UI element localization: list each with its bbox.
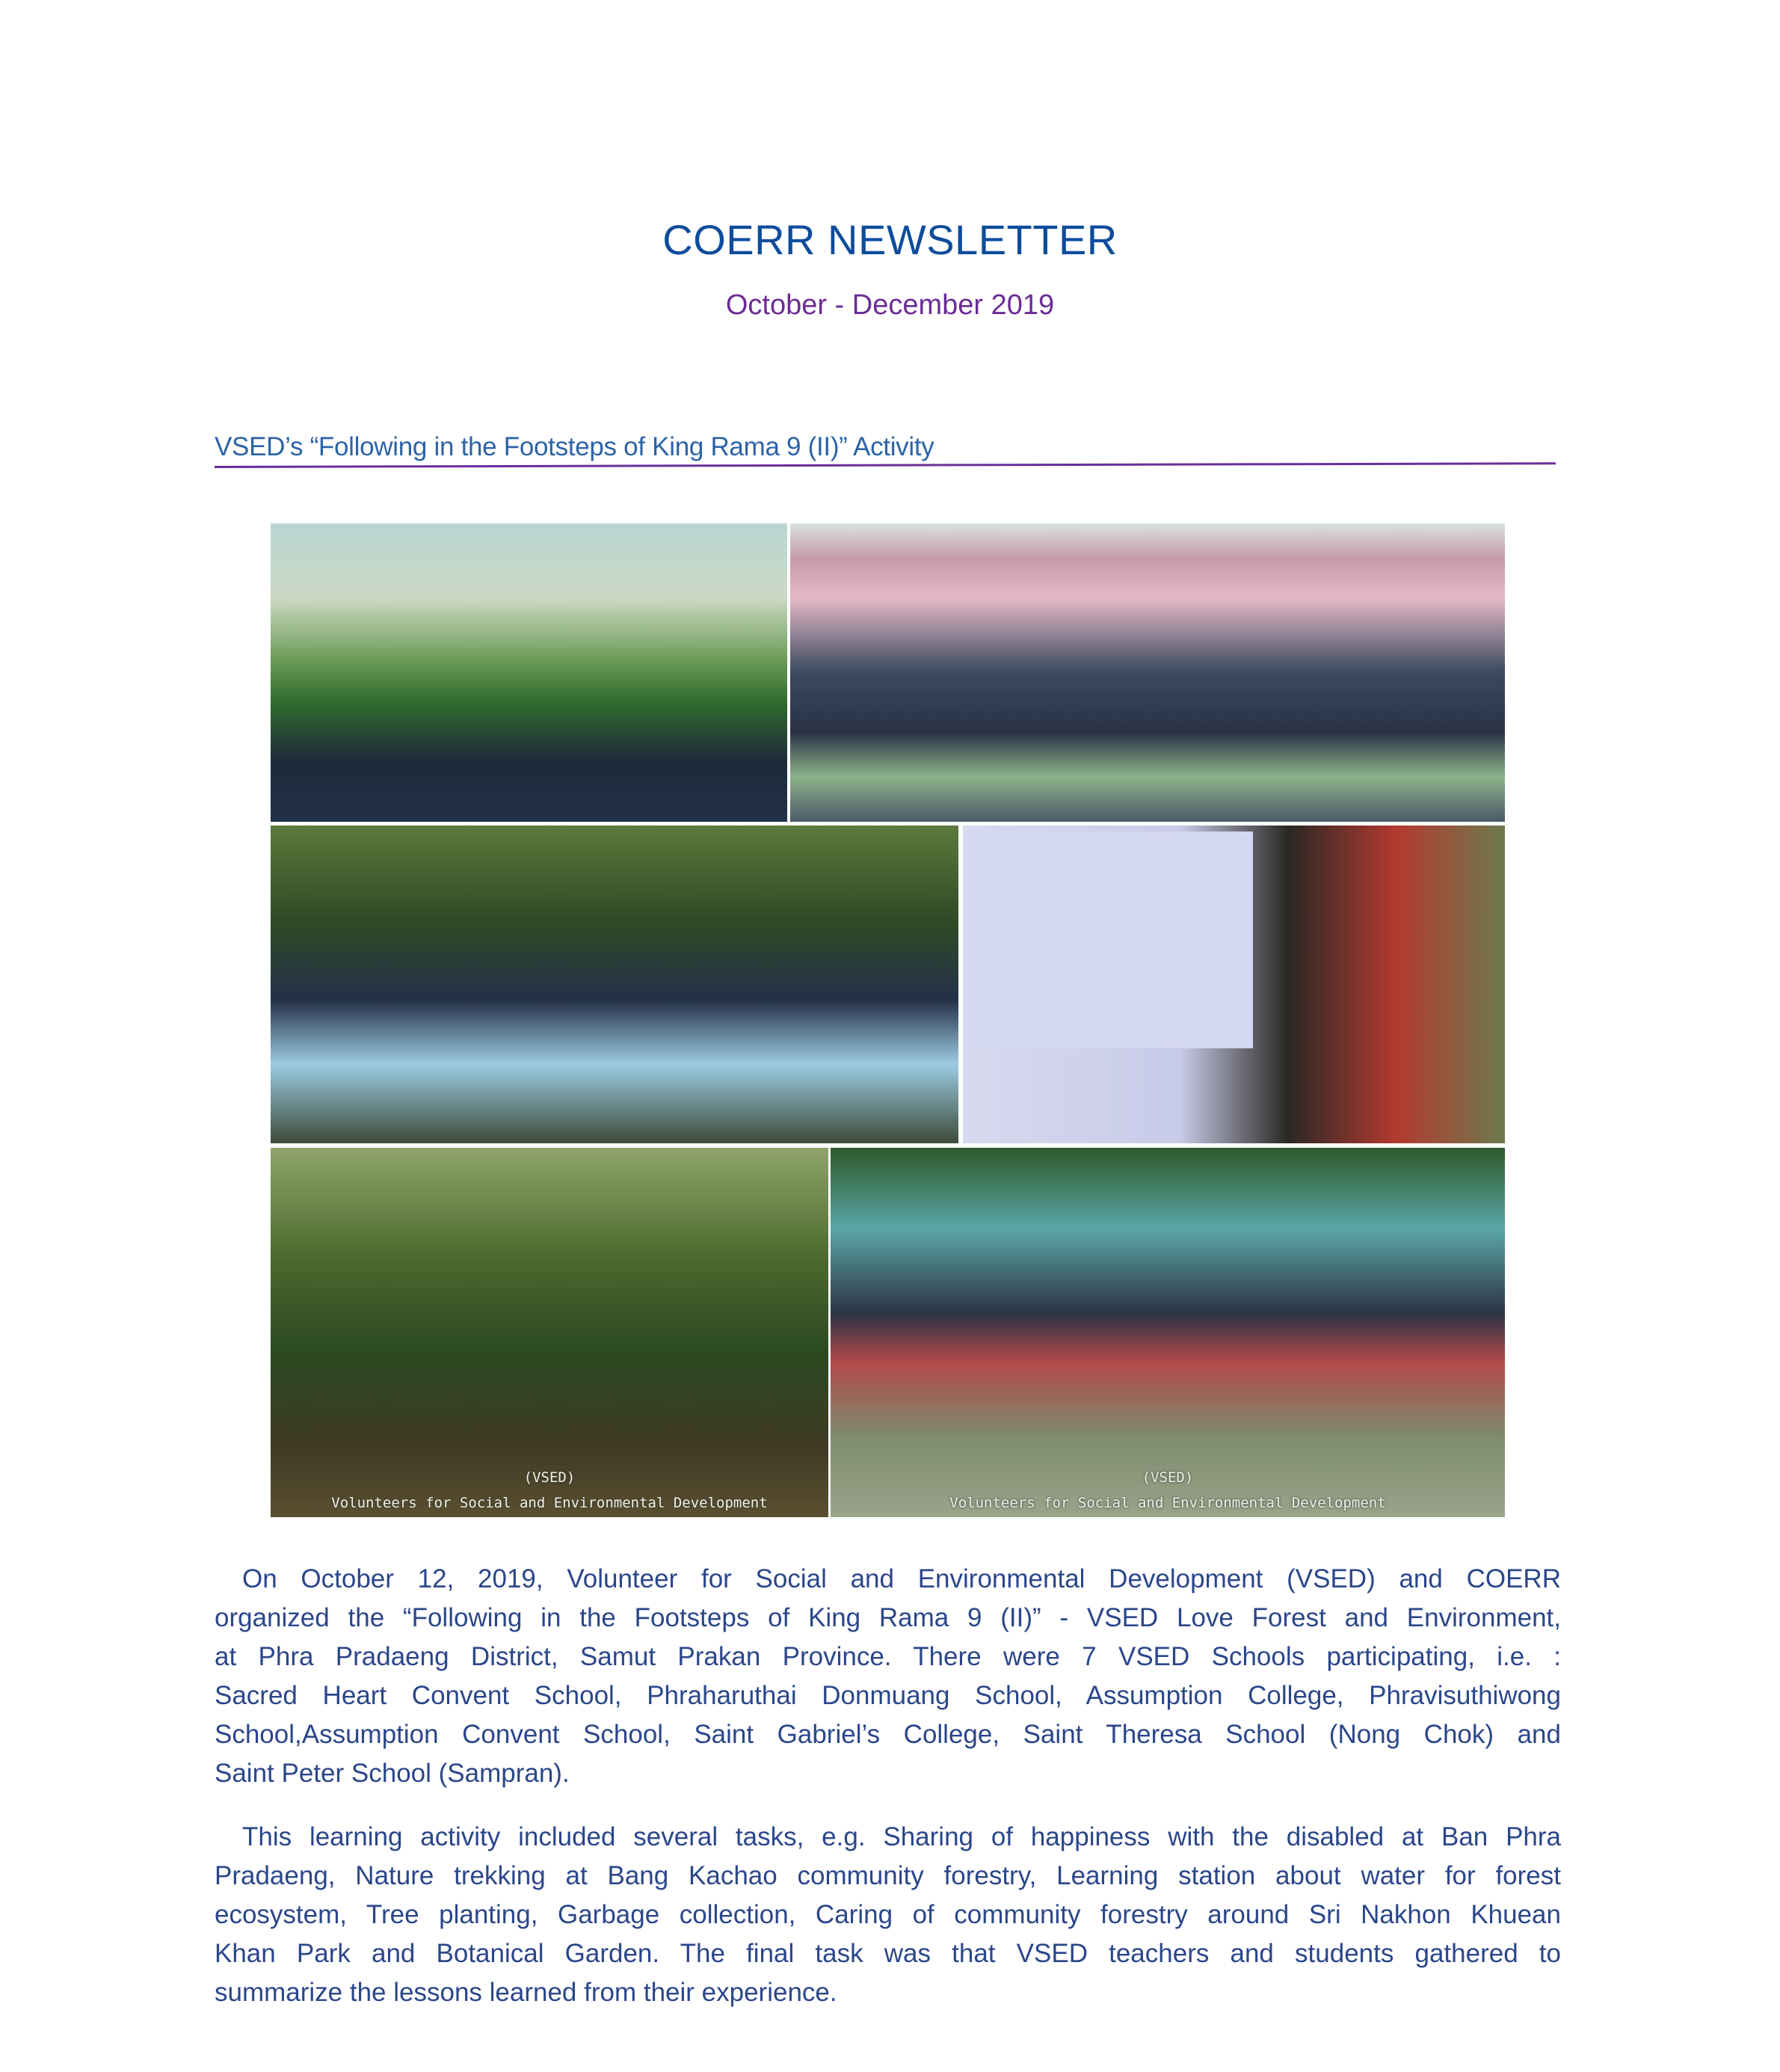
photo-caption: Volunteers for Social and Environmental Development	[331, 1495, 768, 1511]
photo-caption-tag: (VSED)	[523, 1469, 576, 1486]
paragraph-line: at Phra Pradaeng District, Samut Prakan Province. There were 7 VSED Schools participating, i.e. :	[215, 1642, 1561, 1671]
paragraph-line: Saint Peter School (Sampran).	[215, 1759, 570, 1788]
projector-slide	[969, 831, 1253, 1048]
paragraph-line: This learning activity included several tasks, e.g. Sharing of happiness with the disabled at Ban Phra	[242, 1822, 1561, 1851]
photo-group-banner-center	[790, 523, 1505, 822]
newsletter-period: October - December 2019	[725, 289, 1055, 321]
photo-tree-planting-forest	[271, 1148, 828, 1517]
photo-monument-gathering	[271, 523, 787, 822]
paragraph-line: Sacred Heart Convent School, Phraharuthai Donmuang School, Assumption College, Phravisuthiwong	[215, 1681, 1561, 1710]
article-paragraph-1	[215, 1560, 1561, 1793]
paragraph-line: Pradaeng, Nature trekking at Bang Kachao community forestry, Learning station about water for forest	[215, 1861, 1561, 1890]
photo-collage	[271, 523, 1505, 1517]
photo-group-seedlings	[831, 1148, 1505, 1517]
article-paragraph-2	[215, 1818, 1561, 2012]
heading-divider	[215, 462, 1556, 468]
article-heading: VSED’s “Following in the Footsteps of King Rama 9 (II)” Activity	[215, 432, 934, 461]
photo-caption: Volunteers for Social and Environmental Development	[949, 1495, 1386, 1511]
paragraph-line: On October 12, 2019, Volunteer for Social and Environmental Development (VSED) and COERR	[242, 1564, 1561, 1593]
paragraph-line: Khan Park and Botanical Garden. The final task was that VSED teachers and students gathered to	[215, 1939, 1561, 1968]
photo-group-forest-banner	[271, 826, 958, 1143]
photo-presentation-slide	[963, 826, 1505, 1143]
paragraph-line: summarize the lessons learned from their experience.	[215, 1978, 837, 2007]
newsletter-title: COERR NEWSLETTER	[662, 216, 1118, 263]
paragraph-line: School,Assumption Convent School, Saint Gabriel’s College, Saint Theresa School (Nong Chok) and	[215, 1720, 1561, 1749]
photo-caption-tag: (VSED)	[1142, 1469, 1194, 1486]
paragraph-line: organized the “Following in the Footsteps of King Rama 9 (II)” - VSED Love Forest and Environment,	[215, 1603, 1561, 1632]
paragraph-line: ecosystem, Tree planting, Garbage collection, Caring of community forestry around Sri Nakhon Khuean	[215, 1900, 1561, 1929]
